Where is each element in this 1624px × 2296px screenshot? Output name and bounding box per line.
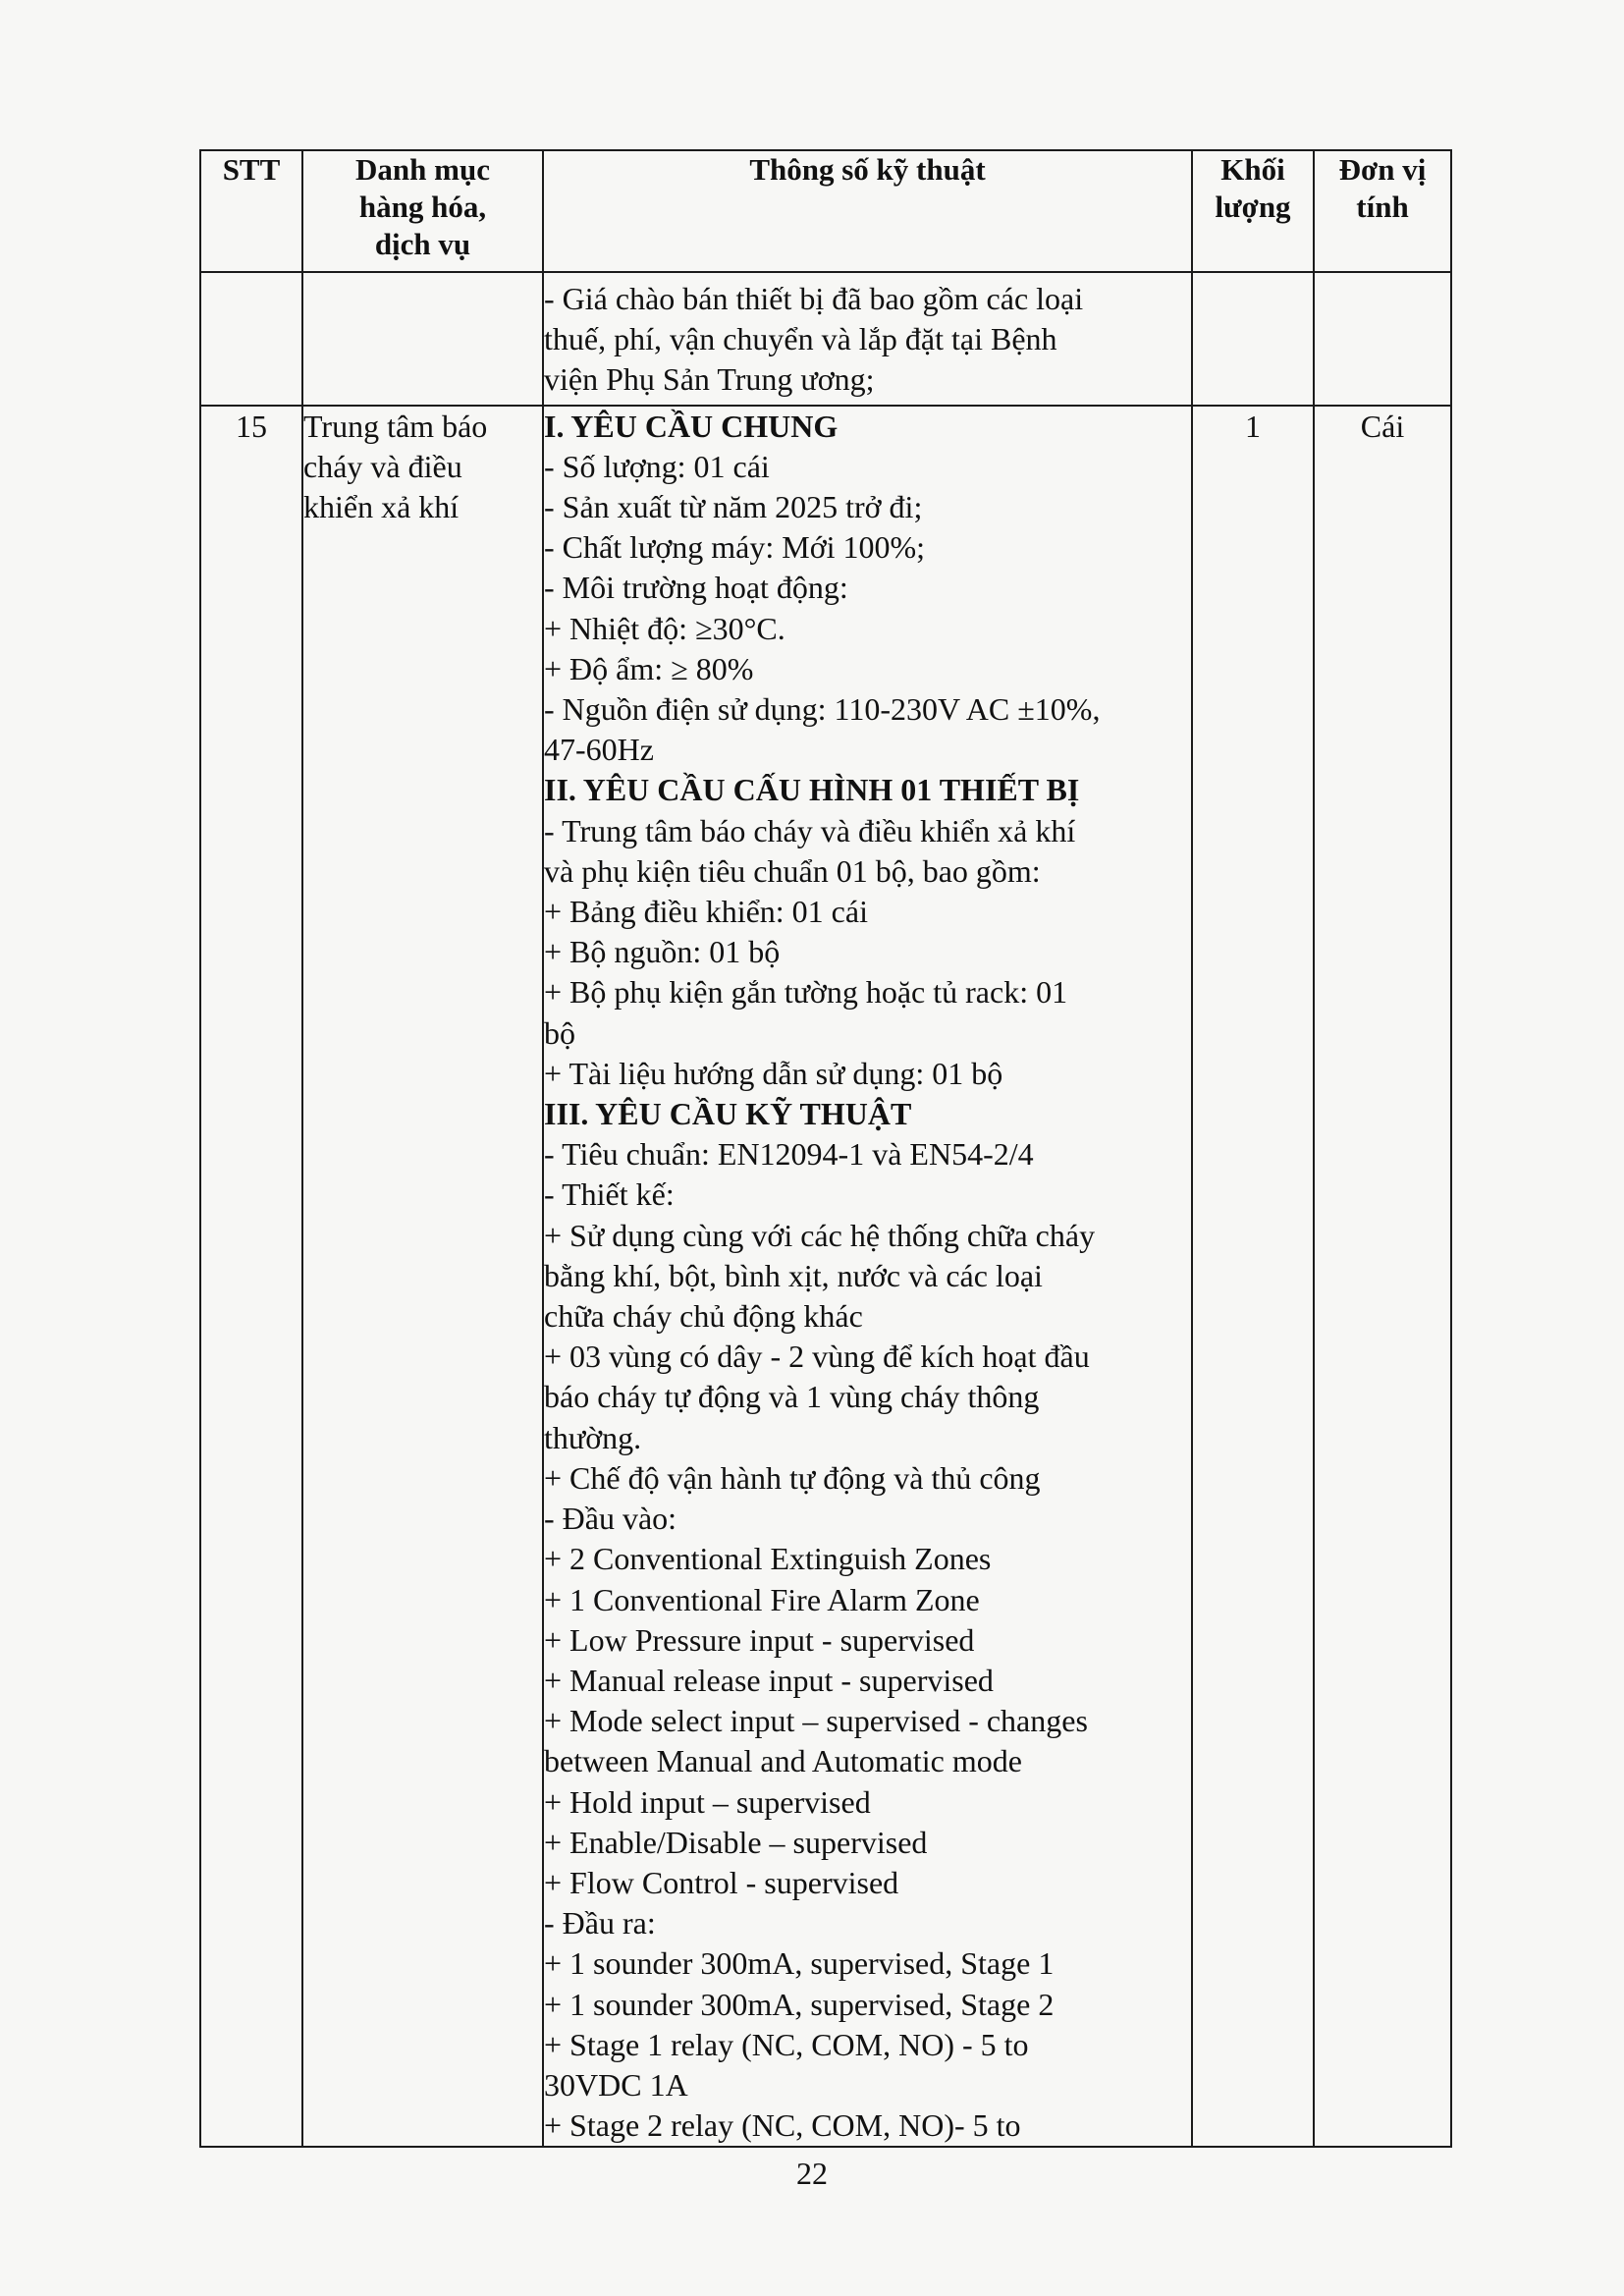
spec-line: và phụ kiện tiêu chuẩn 01 bộ, bao gồm: [544, 852, 1041, 889]
header-spec: Thông số kỹ thuật [543, 150, 1192, 272]
spec-line: + Mode select input – supervised - changes [544, 1703, 1088, 1739]
spec-line: + 1 sounder 300mA, supervised, Stage 1 [544, 1945, 1055, 1982]
spec-section-heading: III. YÊU CẦU KỸ THUẬT [544, 1096, 912, 1132]
spec-line: - Môi trường hoạt động: [544, 570, 848, 606]
cell-spec-15 [543, 406, 1192, 2148]
header-stt: STT [200, 150, 302, 272]
cell-stt-empty [200, 272, 302, 406]
spec-line: - Sản xuất từ năm 2025 trở đi; [544, 489, 923, 525]
table-header-row [200, 150, 1451, 272]
spec-line: - Tiêu chuẩn: EN12094-1 và EN54-2/4 [544, 1136, 1034, 1173]
spec-line: - Đầu vào: [544, 1501, 677, 1537]
spec-line: + Bộ phụ kiện gắn tường hoặc tủ rack: 01 [544, 974, 1068, 1011]
cell-spec-continued [543, 272, 1192, 406]
spec-line: + Hold input – supervised [544, 1783, 871, 1820]
cell-item-empty [302, 272, 543, 406]
cell-unit-empty [1314, 272, 1451, 406]
spec-line: + Low Pressure input - supervised [544, 1621, 975, 1658]
spec-line: + Bộ nguồn: 01 bộ [544, 934, 781, 970]
header-unit: Đơn vị tính [1314, 150, 1451, 272]
spec-line: - Chất lượng máy: Mới 100%; [544, 529, 926, 566]
spec-line: bộ [544, 1014, 575, 1051]
cell-item-name [302, 406, 543, 2148]
item-name-line: cháy và điều [303, 448, 462, 484]
spec-line: + 1 Conventional Fire Alarm Zone [544, 1581, 980, 1617]
header-qty: Khối lượng [1192, 150, 1314, 272]
spec-line: + 03 vùng có dây - 2 vùng để kích hoạt đầu [544, 1339, 1090, 1375]
spec-line: viện Phụ Sản Trung ương; [544, 361, 875, 398]
spec-line: + Flow Control - supervised [544, 1864, 899, 1900]
item-name-line: Trung tâm báo [303, 408, 488, 444]
spec-line: + Sử dụng cùng với các hệ thống chữa cháy [544, 1217, 1096, 1253]
spec-line: báo cháy tự động và 1 vùng cháy thông [544, 1379, 1040, 1415]
spec-line: - Đầu ra: [544, 1905, 656, 1941]
table-row-continued [200, 272, 1451, 406]
spec-line: + Bảng điều khiển: 01 cái [544, 894, 868, 930]
spec-line: + 2 Conventional Extinguish Zones [544, 1541, 992, 1577]
cell-qty: 1 [1192, 406, 1314, 2148]
table-row-15 [200, 406, 1451, 2148]
spec-line: - Nguồn điện sử dụng: 110-230V AC ±10%, [544, 691, 1101, 728]
spec-line: + Nhiệt độ: ≥30°C. [544, 610, 785, 646]
spec-line: + Stage 2 relay (NC, COM, NO)- 5 to [544, 2107, 1021, 2144]
spec-section-heading: II. YÊU CẦU CẤU HÌNH 01 THIẾT BỊ [544, 772, 1080, 808]
spec-line: - Giá chào bán thiết bị đã bao gồm các loại [544, 281, 1084, 316]
spec-section-heading: I. YÊU CẦU CHUNG [544, 408, 839, 444]
spec-line: + Enable/Disable – supervised [544, 1824, 928, 1860]
spec-line: + Tài liệu hướng dẫn sử dụng: 01 bộ [544, 1055, 1003, 1091]
spec-line: + Manual release input - supervised [544, 1662, 994, 1698]
spec-line: 30VDC 1A [544, 2066, 688, 2103]
spec-line: between Manual and Automatic mode [544, 1743, 1022, 1779]
spec-line: + Chế độ vận hành tự động và thủ công [544, 1459, 1041, 1496]
header-item: Danh mục hàng hóa, dịch vụ [302, 150, 543, 272]
spec-line: 47-60Hz [544, 732, 654, 768]
spec-line: + 1 sounder 300mA, supervised, Stage 2 [544, 1986, 1055, 2022]
spec-line: + Stage 1 relay (NC, COM, NO) - 5 to [544, 2026, 1029, 2062]
spec-line: bằng khí, bột, bình xịt, nước và các loại [544, 1257, 1043, 1293]
spec-line: - Trung tâm báo cháy và điều khiển xả khí [544, 812, 1076, 848]
item-name-line: khiển xả khí [303, 489, 460, 525]
spec-line: chữa cháy chủ động khác [544, 1298, 863, 1335]
spec-line: thuế, phí, vận chuyển và lắp đặt tại Bệnh [544, 321, 1057, 357]
specification-table [199, 149, 1452, 2148]
cell-unit: Cái [1314, 406, 1451, 2148]
page-number: 22 [796, 2156, 828, 2191]
spec-line: - Thiết kế: [544, 1176, 675, 1213]
cell-stt: 15 [200, 406, 302, 2148]
cell-qty-empty [1192, 272, 1314, 406]
spec-line: - Số lượng: 01 cái [544, 448, 770, 484]
spec-line: thường. [544, 1419, 642, 1455]
spec-line: + Độ ẩm: ≥ 80% [544, 650, 754, 686]
